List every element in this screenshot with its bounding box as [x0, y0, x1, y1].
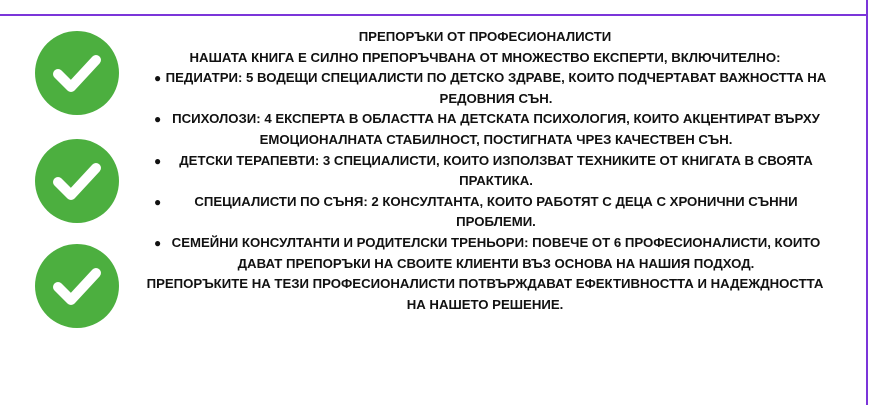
list-item-text: СЕМЕЙНИ КОНСУЛТАНТИ И РОДИТЕЛСКИ ТРЕНЬОРИ: ПОВЕЧЕ ОТ 6 ПРОФЕСИОНАЛИСТИ, КОИТО ДАВАТ ПРЕПОРЪКИ НА СВОИТЕ КЛИЕНТИ ВЪЗ ОСНОВА НА НАШИЯ ПОДХОД.	[171, 234, 821, 271]
experts-list	[140, 68, 830, 274]
list-item	[140, 192, 830, 233]
list-item	[140, 151, 830, 192]
top-border-line	[0, 14, 867, 16]
check-circle-icon	[34, 243, 120, 329]
bullet-icon: ●	[154, 71, 162, 86]
list-item	[140, 233, 830, 274]
list-item-text: СПЕЦИАЛИСТИ ПО СЪНЯ: 2 КОНСУЛТАНТА, КОИТО РАБОТЯТ С ДЕЦА С ХРОНИЧНИ СЪННИ ПРОБЛЕМИ.	[194, 193, 798, 230]
list-item	[140, 68, 830, 109]
list-item-text: ДЕТСКИ ТЕРАПЕВТИ: 3 СПЕЦИАЛИСТИ, КОИТО ИЗПОЛЗВАТ ТЕХНИКИТЕ ОТ КНИГАТА В СВОЯТА ПРАКТИКА.	[179, 152, 813, 189]
section-conclusion: ПРЕПОРЪКИТЕ НА ТЕЗИ ПРОФЕСИОНАЛИСТИ ПОТВЪРЖДАВАТ ЕФЕКТИВНОСТТА И НАДЕЖДНОСТТА НА НАШЕТО РЕШЕНИЕ.	[146, 276, 824, 312]
section-intro: НАШАТА КНИГА Е СИЛНО ПРЕПОРЪЧВАНА ОТ МНОЖЕСТВО ЕКСПЕРТИ, ВКЛЮЧИТЕЛНО:	[189, 49, 781, 65]
right-border-line	[866, 0, 868, 405]
bullet-icon: ●	[154, 194, 162, 209]
list-item-text: ПЕДИАТРИ: 5 ВОДЕЩИ СПЕЦИАЛИСТИ ПО ДЕТСКО ЗДРАВЕ, КОИТО ПОДЧЕРТАВАТ ВАЖНОСТТА НА РЕДОВНИЯ СЪН.	[165, 70, 827, 106]
bullet-icon: ●	[154, 112, 162, 127]
section-title: ПРЕПОРЪКИ ОТ ПРОФЕСИОНАЛИСТИ	[358, 29, 612, 44]
check-circle-icon	[34, 30, 120, 116]
recommendations-text	[140, 27, 830, 315]
bullet-icon: ●	[154, 153, 162, 168]
list-item-text: ПСИХОЛОЗИ: 4 ЕКСПЕРТА В ОБЛАСТТА НА ДЕТСКАТА ПСИХОЛОГИЯ, КОИТО АКЦЕНТИРАТ ВЪРХУ ЕМОЦИОНАЛНАТА СТАБИЛНОСТ, ПОСТИГНАТА ЧРЕЗ КАЧЕСТВЕН СЪН.	[172, 111, 820, 147]
check-circle-icon	[34, 138, 120, 224]
list-item	[140, 109, 830, 150]
bullet-icon: ●	[154, 235, 162, 250]
